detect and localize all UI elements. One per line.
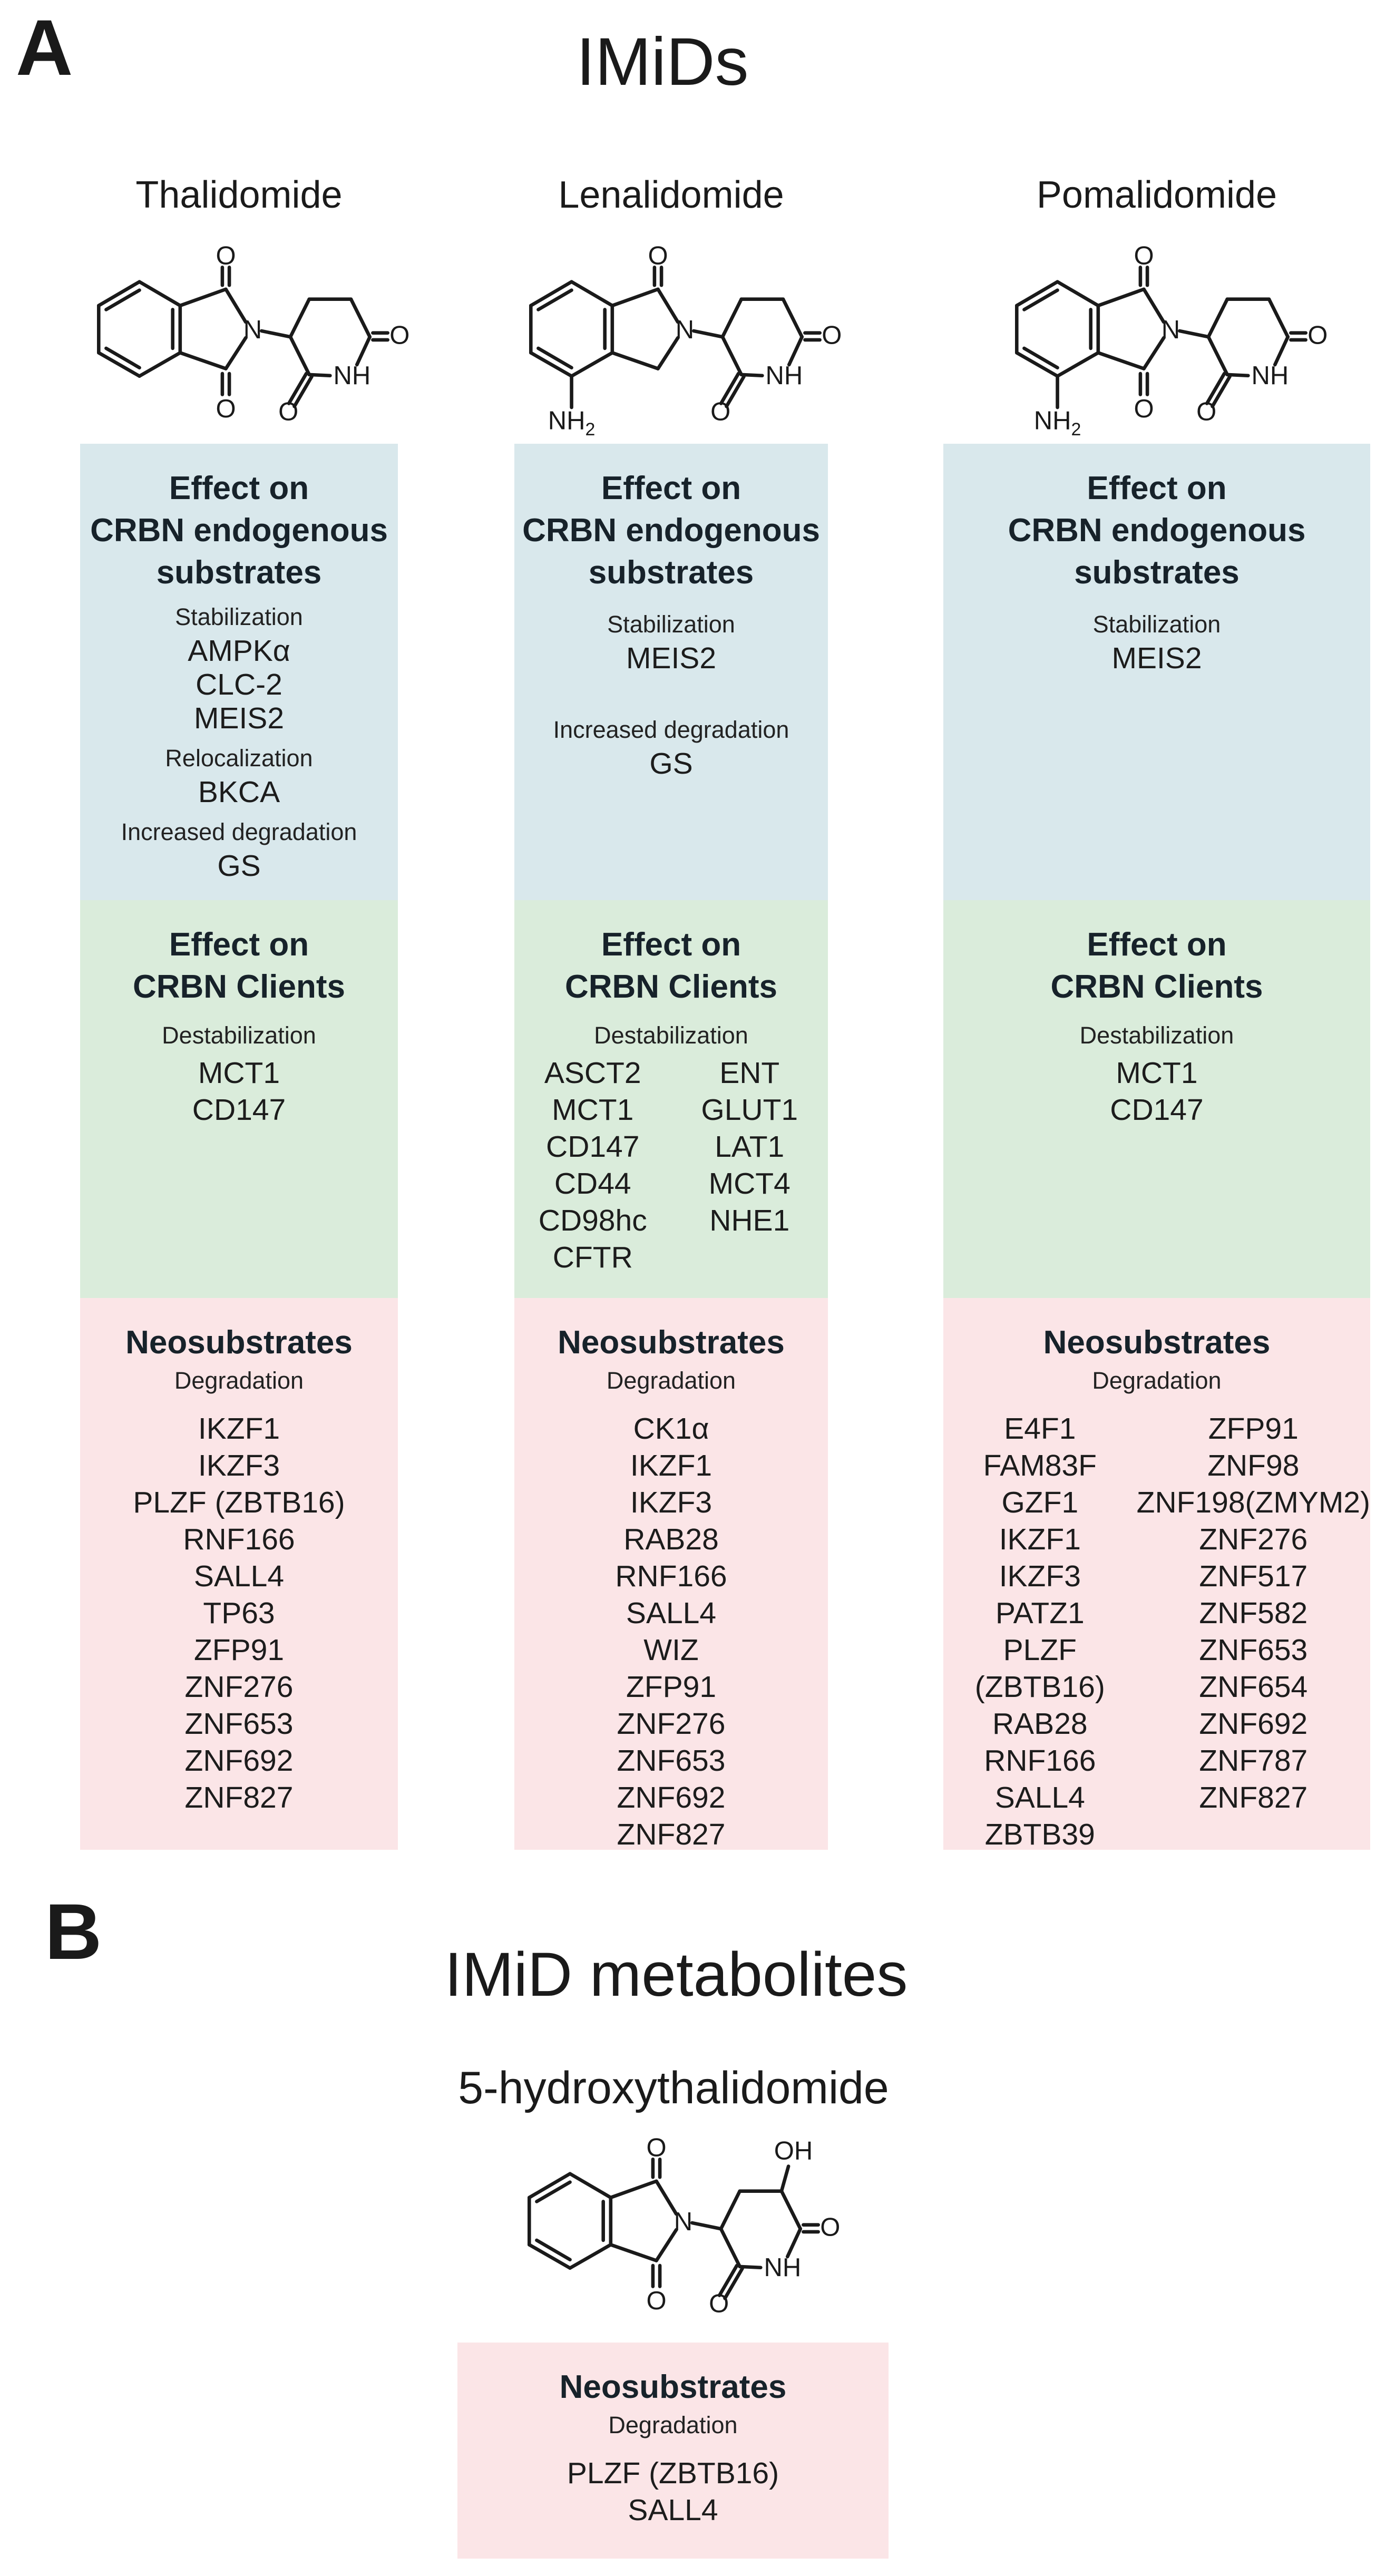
drug-name-pomalidomide: Pomalidomide xyxy=(1036,174,1277,216)
svg-text:N: N xyxy=(243,316,262,345)
substrate-list xyxy=(80,849,398,883)
box-title-line: Effect on xyxy=(601,470,741,506)
lenalidomide-clients-box xyxy=(514,900,828,1298)
substrate-item: ENT xyxy=(719,1056,780,1090)
svg-text:NH: NH xyxy=(333,361,371,390)
box-title-line: CRBN endogenous xyxy=(1008,512,1306,549)
substrate-list xyxy=(514,747,828,780)
substrate-item: ASCT2 xyxy=(544,1056,641,1090)
substrate-item: ZNF827 xyxy=(184,1781,294,1814)
substrate-item: PLZF (ZBTB16) xyxy=(567,2456,779,2490)
svg-text:N: N xyxy=(675,316,695,345)
svg-text:N: N xyxy=(674,2208,693,2237)
box-title-line: CRBN Clients xyxy=(1050,969,1263,1005)
pomalidomide-neosubstrates-box xyxy=(943,1298,1370,1850)
section-label: Destabilization xyxy=(162,1022,316,1049)
svg-text:O: O xyxy=(709,2289,729,2318)
substrate-item: ZNF653 xyxy=(184,1707,294,1741)
substrate-item: MEIS2 xyxy=(193,701,285,735)
substrate-item: GLUT1 xyxy=(701,1093,798,1127)
section-degradation xyxy=(80,1367,398,1816)
substrate-item: PLZF (ZBTB16) xyxy=(974,1633,1105,1704)
substrate-item: SALL4 xyxy=(193,1559,285,1593)
svg-text:O: O xyxy=(1307,321,1328,350)
svg-text:O: O xyxy=(1134,394,1154,423)
substrate-item: IKZF3 xyxy=(630,1486,713,1519)
substrate-item: MEIS2 xyxy=(1111,641,1202,675)
substrate-list xyxy=(80,634,398,735)
substrate-item: RNF166 xyxy=(183,1523,295,1556)
box-title-line: substrates xyxy=(588,554,754,591)
section-degradation xyxy=(457,2412,889,2529)
substrate-item: SALL4 xyxy=(994,1781,1085,1814)
svg-text:O: O xyxy=(710,397,731,426)
substrate-item: AMPKα xyxy=(188,634,290,668)
substrate-item: GS xyxy=(649,747,693,780)
lenalidomide-endogenous-box xyxy=(514,444,828,900)
svg-text:NH: NH xyxy=(765,361,803,390)
substrate-item: ZNF276 xyxy=(617,1707,726,1741)
substrate-item: IKZF1 xyxy=(198,1412,280,1446)
section-relocalization xyxy=(80,746,398,809)
svg-text:O: O xyxy=(278,397,299,426)
lenalidomide-structure xyxy=(497,219,845,442)
substrate-item: CLC-2 xyxy=(196,668,282,701)
substrate-item: SALL4 xyxy=(626,1596,717,1630)
box-title-line: Neosubstrates xyxy=(558,1324,785,1361)
substrate-item: ZFP91 xyxy=(1208,1412,1299,1446)
box-title-line: Neosubstrates xyxy=(1043,1324,1271,1361)
pomalidomide-structure xyxy=(983,219,1331,442)
substrate-item: WIZ xyxy=(643,1633,699,1667)
substrate-item: MEIS2 xyxy=(626,641,717,675)
box-title-line: substrates xyxy=(156,554,322,591)
box-title-line: CRBN Clients xyxy=(564,969,778,1005)
panel-b-title: IMiD metabolites xyxy=(444,1940,908,2009)
substrate-columns xyxy=(514,1055,828,1276)
svg-text:O: O xyxy=(820,2213,841,2242)
substrate-item: PATZ1 xyxy=(995,1596,1085,1630)
box-title xyxy=(514,467,828,594)
svg-text:O: O xyxy=(216,241,236,270)
svg-text:O: O xyxy=(1134,241,1154,270)
section-destabilization xyxy=(514,1022,828,1276)
substrate-item: ZFP91 xyxy=(193,1633,285,1667)
thalidomide-clients-box xyxy=(80,900,398,1298)
box-title-line: Effect on xyxy=(169,926,309,963)
substrate-list xyxy=(943,1055,1370,1128)
pomalidomide-endogenous-box xyxy=(943,444,1370,900)
section-stabilization xyxy=(80,604,398,735)
substrate-item: ZNF654 xyxy=(1199,1670,1308,1704)
substrate-item: RNF166 xyxy=(984,1744,1096,1778)
substrate-list-left xyxy=(943,1410,1137,1853)
box-title-line: substrates xyxy=(1074,554,1240,591)
section-label: Increased degradation xyxy=(121,818,357,845)
substrate-item: NHE1 xyxy=(709,1204,790,1237)
substrate-item: RAB28 xyxy=(992,1707,1088,1741)
substrate-item: CD147 xyxy=(192,1093,286,1127)
section-stabilization xyxy=(514,612,828,675)
box-title xyxy=(943,467,1370,594)
box-title xyxy=(80,924,398,1008)
substrate-item: CD44 xyxy=(554,1167,631,1201)
svg-text:O: O xyxy=(1196,397,1217,426)
substrate-item: ZNF98 xyxy=(1207,1449,1300,1482)
substrate-list xyxy=(943,641,1370,675)
svg-text:NH2: $NH_2$ xyxy=(548,406,596,440)
substrate-item: ZNF827 xyxy=(1199,1781,1308,1814)
drug-name-thalidomide: Thalidomide xyxy=(135,174,343,216)
substrate-item: ZNF276 xyxy=(1199,1523,1308,1556)
section-label: Destabilization xyxy=(594,1022,748,1049)
substrate-item: ZNF517 xyxy=(1199,1559,1308,1593)
lenalidomide-neosubstrates-box xyxy=(514,1298,828,1850)
substrate-list xyxy=(514,1410,828,1853)
svg-text:N: N xyxy=(1161,316,1180,345)
metabolite-neosubstrates-box xyxy=(457,2343,889,2559)
box-title-line: Effect on xyxy=(1087,470,1227,506)
substrate-item: LAT1 xyxy=(715,1130,785,1164)
box-title-line: CRBN endogenous xyxy=(90,512,388,549)
substrate-item: BKCA xyxy=(198,775,280,809)
section-degradation xyxy=(514,1367,828,1853)
substrate-list xyxy=(514,641,828,675)
section-label: Relocalization xyxy=(165,745,313,772)
section-label: Degradation xyxy=(606,1367,736,1394)
substrate-item: TP63 xyxy=(203,1596,275,1630)
substrate-item: ZBTB39 xyxy=(984,1818,1095,1851)
panel-a-label: A xyxy=(16,3,73,92)
thalidomide-endogenous-box xyxy=(80,444,398,900)
svg-text:OH: OH xyxy=(774,2136,813,2165)
box-title xyxy=(943,1322,1370,1364)
substrate-item: ZNF582 xyxy=(1199,1596,1308,1630)
substrate-list xyxy=(80,1410,398,1816)
section-label: Stabilization xyxy=(1092,611,1221,638)
substrate-list xyxy=(80,1055,398,1128)
section-stabilization xyxy=(943,612,1370,675)
substrate-item: ZNF692 xyxy=(617,1781,726,1814)
substrate-list xyxy=(80,775,398,809)
substrate-item: CK1α xyxy=(633,1412,709,1446)
section-destabilization xyxy=(943,1022,1370,1128)
substrate-item: IKZF3 xyxy=(198,1449,280,1482)
substrate-item: MCT4 xyxy=(708,1167,791,1201)
box-title-line: Effect on xyxy=(169,470,309,506)
svg-text:O: O xyxy=(389,321,410,350)
box-title xyxy=(514,924,828,1008)
section-degradation xyxy=(943,1367,1370,1853)
section-label: Degradation xyxy=(1092,1367,1222,1394)
substrate-list-right xyxy=(1137,1410,1370,1853)
svg-text:O: O xyxy=(646,2133,667,2162)
drug-name-lenalidomide: Lenalidomide xyxy=(558,174,784,216)
section-label: Destabilization xyxy=(1079,1022,1234,1049)
substrate-item: MCT1 xyxy=(552,1093,634,1127)
svg-text:O: O xyxy=(822,321,842,350)
substrate-item: E4F1 xyxy=(1004,1412,1076,1446)
substrate-item: MCT1 xyxy=(1116,1056,1198,1090)
svg-text:NH2: $NH_2$ xyxy=(1033,406,1081,440)
section-label: Degradation xyxy=(174,1367,304,1394)
substrate-item: ZNF787 xyxy=(1199,1744,1308,1778)
substrate-item: ZNF827 xyxy=(617,1818,726,1851)
svg-text:NH: NH xyxy=(1251,361,1289,390)
substrate-item: MCT1 xyxy=(198,1056,280,1090)
box-title xyxy=(514,1322,828,1364)
box-title-line: Neosubstrates xyxy=(559,2369,787,2405)
substrate-item: GS xyxy=(217,849,261,883)
svg-text:O: O xyxy=(216,394,236,423)
box-title xyxy=(80,1322,398,1364)
section-destabilization xyxy=(80,1022,398,1128)
substrate-item: ZNF692 xyxy=(184,1744,294,1778)
substrate-item: ZFP91 xyxy=(626,1670,717,1704)
substrate-item: ZNF692 xyxy=(1199,1707,1308,1741)
substrate-item: ZNF653 xyxy=(617,1744,726,1778)
box-title-line: CRBN endogenous xyxy=(522,512,820,549)
section-increased-degradation xyxy=(514,717,828,780)
substrate-list xyxy=(457,2455,889,2529)
substrate-item: ZNF653 xyxy=(1199,1633,1308,1667)
box-title xyxy=(80,467,398,594)
box-title-line: Effect on xyxy=(1087,926,1227,963)
substrate-item: CFTR xyxy=(552,1241,633,1274)
svg-text:O: O xyxy=(648,241,668,270)
substrate-item: RNF166 xyxy=(615,1559,727,1593)
section-label: Stabilization xyxy=(607,611,735,638)
section-label: Stabilization xyxy=(175,603,303,630)
substrate-item: IKZF3 xyxy=(999,1559,1081,1593)
panel-b-label: B xyxy=(45,1887,102,1976)
substrate-item: GZF1 xyxy=(1001,1486,1079,1519)
section-increased-degradation xyxy=(80,819,398,883)
substrate-item: FAM83F xyxy=(983,1449,1097,1482)
substrate-item: IKZF1 xyxy=(999,1523,1081,1556)
substrate-item: SALL4 xyxy=(628,2493,718,2527)
substrate-item: CD98hc xyxy=(538,1204,647,1237)
pomalidomide-clients-box xyxy=(943,900,1370,1298)
thalidomide-structure xyxy=(65,219,413,442)
substrate-item: IKZF1 xyxy=(630,1449,713,1482)
box-title xyxy=(943,924,1370,1008)
substrate-item: ZNF276 xyxy=(184,1670,294,1704)
substrate-item: CD147 xyxy=(546,1130,640,1164)
substrate-columns xyxy=(943,1410,1370,1853)
panel-a-title: IMiDs xyxy=(576,24,749,100)
section-label: Increased degradation xyxy=(553,716,789,743)
hydroxythalidomide-structure xyxy=(495,2111,843,2334)
thalidomide-neosubstrates-box xyxy=(80,1298,398,1850)
box-title-line: Effect on xyxy=(601,926,741,963)
substrate-item: RAB28 xyxy=(623,1523,719,1556)
substrate-list-left xyxy=(514,1055,671,1276)
box-title xyxy=(457,2366,889,2408)
substrate-item: PLZF (ZBTB16) xyxy=(133,1486,345,1519)
svg-text:O: O xyxy=(646,2286,667,2315)
box-title-line: Neosubstrates xyxy=(125,1324,353,1361)
metabolite-name: 5-hydroxythalidomide xyxy=(458,2063,889,2113)
box-title-line: CRBN Clients xyxy=(132,969,346,1005)
substrate-item: CD147 xyxy=(1110,1093,1204,1127)
section-label: Degradation xyxy=(608,2412,738,2438)
substrate-list-right xyxy=(671,1055,828,1276)
svg-text:NH: NH xyxy=(764,2253,802,2282)
substrate-item: ZNF198(ZMYM2) xyxy=(1136,1486,1370,1519)
